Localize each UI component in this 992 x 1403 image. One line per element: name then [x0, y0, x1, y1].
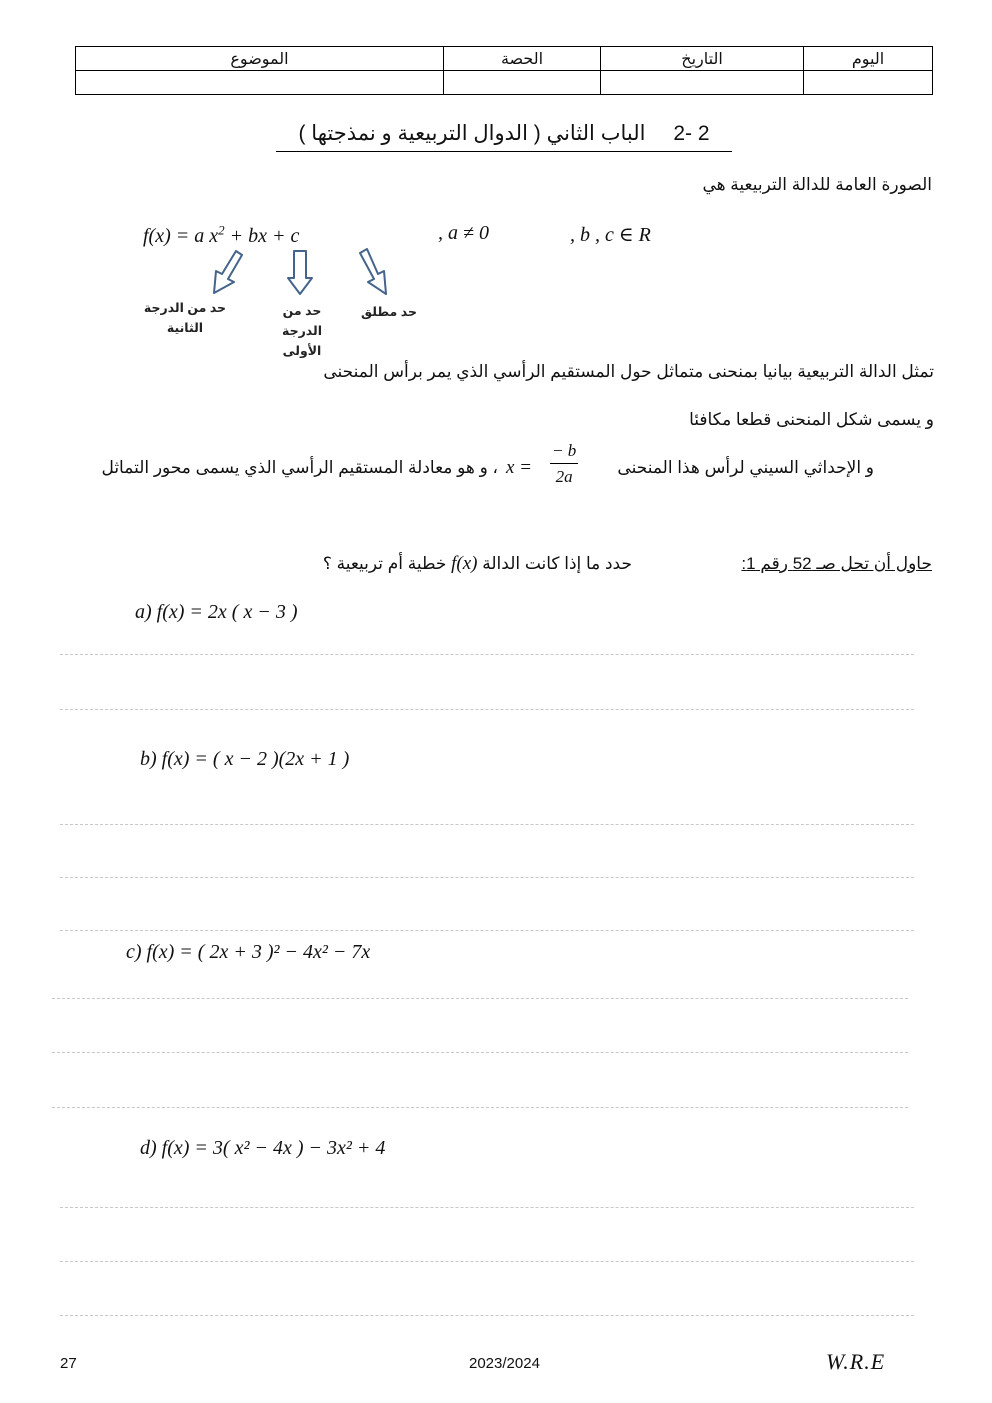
vertex-fraction [550, 441, 578, 487]
question-post: خطية أم تربيعية ؟ [322, 554, 447, 573]
question-fx: f(x) [451, 553, 478, 574]
question-pre: حدد ما إذا كانت الدالة [482, 554, 632, 573]
header-cell-empty [76, 71, 444, 95]
answer-line [60, 877, 914, 878]
formula-main: f(x) = a $x^2$ + bx + c [143, 222, 300, 247]
school-year: 2023/2024 [469, 1355, 540, 1372]
answer-line [60, 930, 914, 931]
header-day: اليوم [804, 47, 933, 71]
arrow-down-right-icon [360, 249, 386, 294]
header-period: الحصة [444, 47, 601, 71]
header-empty-row [76, 71, 933, 95]
label-constant: حد مطلق [361, 305, 417, 319]
arrow-down-icon [288, 251, 312, 294]
formula-condition-a: , a ≠ 0 [438, 222, 489, 244]
problem-b: b) f(x) = ( x − 2 )(2x + 1 ) [140, 748, 350, 770]
general-formula [143, 222, 299, 248]
vertex-x-equals: x = [506, 457, 533, 478]
paragraph-symmetry: تمثل الدالة التربيعية بيانيا بمنحنى متماثل حول المستقيم الرأسي الذي يمر برأس المنحنى [323, 362, 934, 381]
answer-line [52, 998, 908, 999]
title-text: الباب الثاني ( الدوال التربيعية و نمذجتها ) [298, 122, 646, 145]
header-subject: الموضوع [76, 47, 444, 71]
answer-line [52, 1052, 908, 1053]
label-first-degree: حد من الدرجة الأولى [282, 304, 322, 358]
answer-line [60, 1261, 914, 1262]
problem-d: d) f(x) = 3( x² − 4x ) − 3x² + 4 [140, 1137, 386, 1159]
fraction-numerator: − b [550, 441, 578, 464]
answer-line [60, 824, 914, 825]
label-second-degree: حد من الدرجة الثانية [143, 301, 227, 335]
header-table [75, 46, 933, 95]
answer-line [60, 1207, 914, 1208]
answer-line [60, 709, 914, 710]
problem-a: a) f(x) = 2x ( x − 3 ) [135, 601, 298, 623]
exercise-question [323, 553, 632, 575]
intro-text: الصورة العامة للدالة التربيعية هي [702, 175, 932, 194]
fraction-denominator: 2a [555, 467, 573, 486]
page-title [276, 121, 732, 152]
answer-line [60, 1315, 914, 1316]
header-date: التاريخ [601, 47, 804, 71]
author-initials: W.R.E [826, 1349, 886, 1374]
exercise-heading: حاول أن تحل صـ 52 رقم 1: [741, 554, 932, 573]
formula-condition-bc: , b , c ∈ R [570, 224, 651, 246]
arrow-down-left-icon [214, 251, 242, 293]
header-cell-empty [444, 71, 601, 95]
page-number: 27 [60, 1355, 77, 1372]
axis-definition-text: ، و هو معادلة المستقيم الرأسي الذي يسمى محور التماثل [101, 458, 498, 477]
title-number: 2 -2 [673, 122, 710, 145]
answer-line [52, 1107, 908, 1108]
header-cell-empty [804, 71, 933, 95]
vertex-x-text: و الإحداثي السيني لرأس هذا المنحنى [617, 458, 874, 477]
paragraph-parabola: و يسمى شكل المنحنى قطعا مكافئا [689, 410, 934, 429]
header-row [76, 47, 933, 71]
answer-line [60, 654, 914, 655]
header-cell-empty [601, 71, 804, 95]
term-arrows [200, 246, 400, 300]
problem-c: c) f(x) = ( 2x + 3 )² − 4x² − 7x [126, 941, 371, 963]
